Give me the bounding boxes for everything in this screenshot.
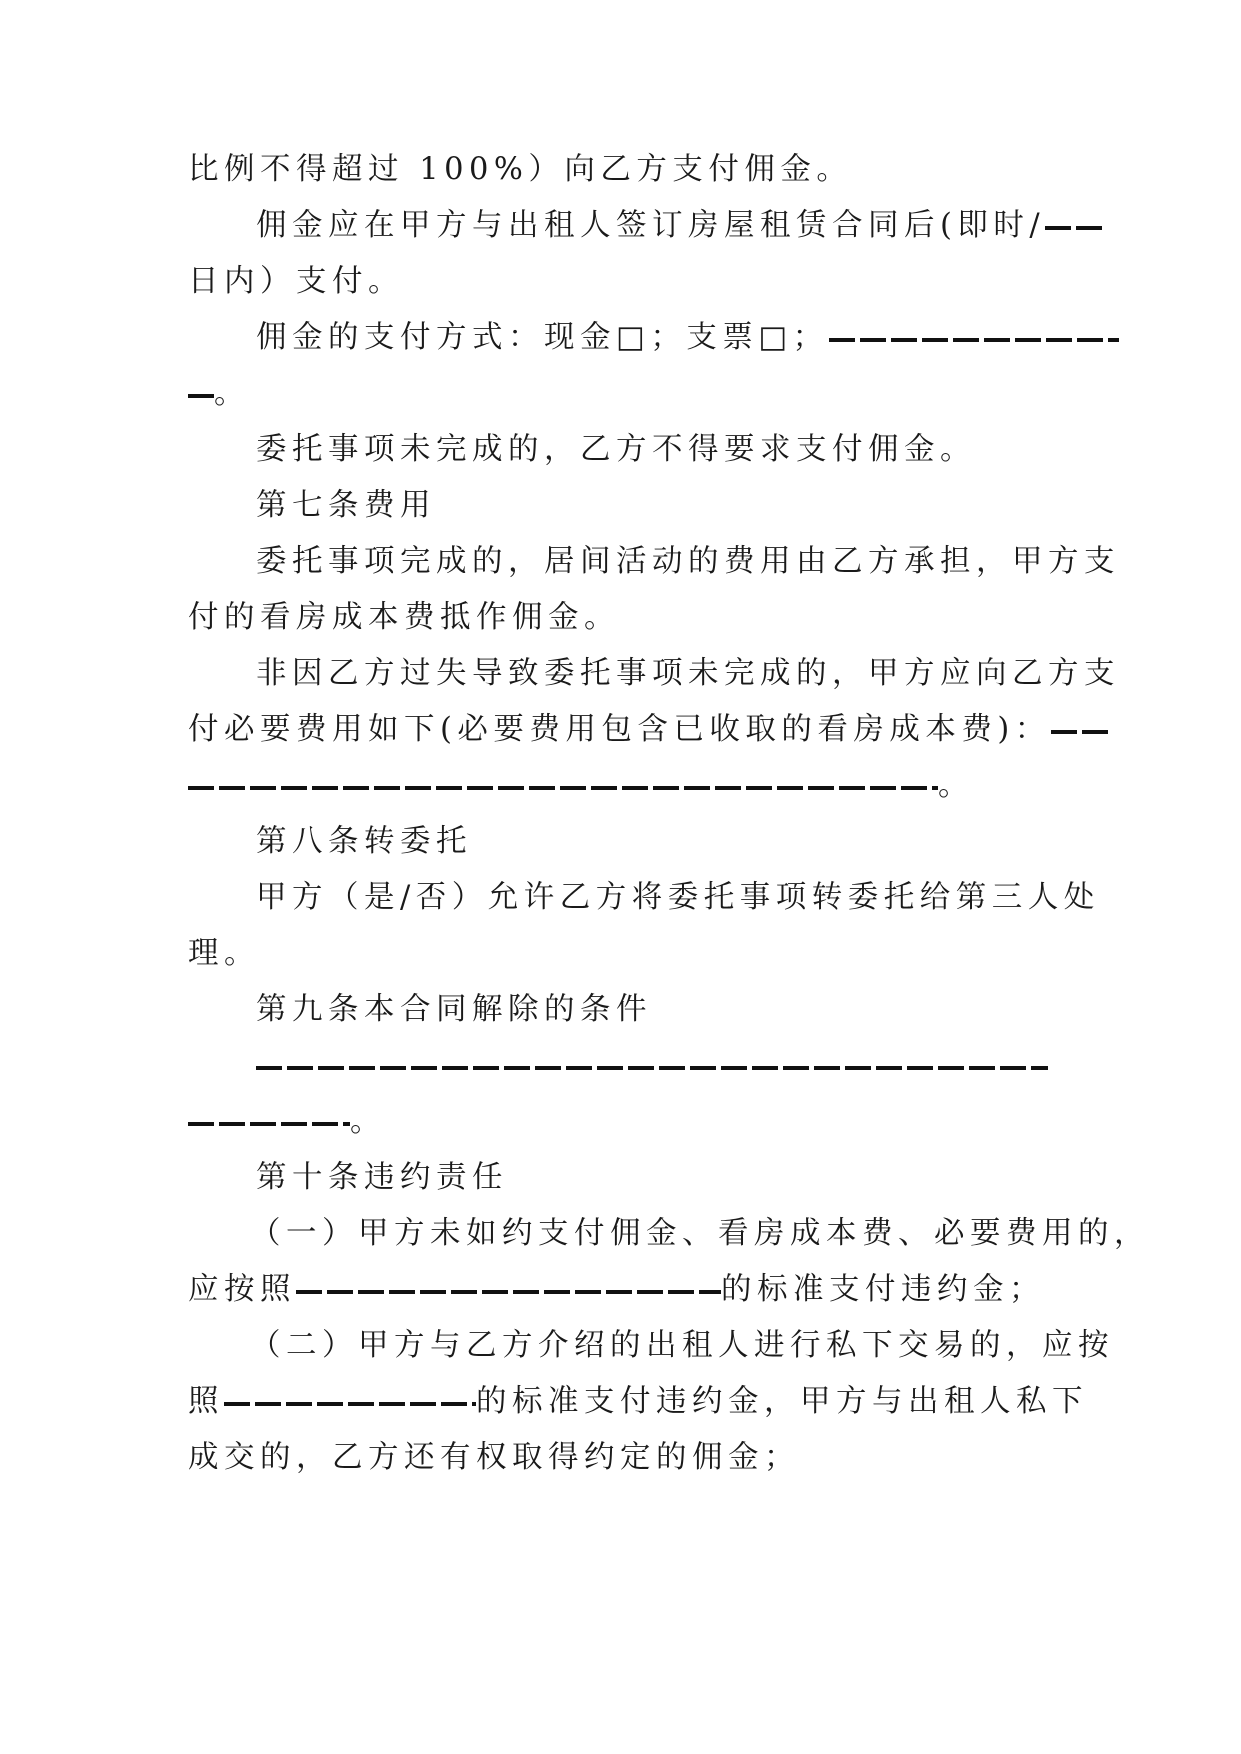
paragraph-line xyxy=(188,708,1109,752)
paragraph-line xyxy=(188,764,974,808)
text-run: 的标准支付违约金，甲方与出租人私下 xyxy=(476,1384,1088,1419)
text-run: 应按照 xyxy=(188,1272,296,1307)
text-run: 付的看房成本费抵作佣金。 xyxy=(188,600,620,635)
text-run: 第八条转委托 xyxy=(256,824,472,859)
section-heading xyxy=(256,820,472,864)
paragraph-line xyxy=(188,1436,800,1480)
fill-blank xyxy=(188,394,214,398)
paragraph-line xyxy=(256,876,1100,920)
text-run: 第九条本合同解除的条件 xyxy=(256,992,652,1027)
paragraph-line xyxy=(188,148,852,192)
paragraph-line xyxy=(256,204,1103,248)
text-run: 的标准支付违约金； xyxy=(721,1272,1045,1307)
text-run: 成交的，乙方还有权取得约定的佣金； xyxy=(188,1440,800,1475)
text-run: 甲方（是/否）允许乙方将委托事项转委托给第三人处 xyxy=(256,880,1100,915)
paragraph-line xyxy=(250,1324,1114,1368)
fill-blank xyxy=(1051,730,1109,734)
paragraph-line xyxy=(256,1044,1048,1088)
fill-blank xyxy=(829,338,1119,342)
fill-blank xyxy=(256,1066,1048,1070)
text-run: 第七条费用 xyxy=(256,488,436,523)
text-run: 佣金应在甲方与出租人签订房屋租赁合同后(即时/ xyxy=(256,208,1046,243)
paragraph-line xyxy=(188,596,620,640)
paragraph-line xyxy=(188,932,260,976)
paragraph-line xyxy=(188,1380,1088,1424)
section-heading xyxy=(256,988,652,1032)
fill-blank xyxy=(188,786,938,790)
section-heading xyxy=(256,1156,508,1200)
text-run: 比例不得超过 100%）向乙方支付佣金。 xyxy=(188,152,853,187)
paragraph-line xyxy=(256,316,1119,360)
paragraph-line xyxy=(188,1100,386,1144)
text-run: 日内）支付。 xyxy=(188,264,404,299)
text-run: 。 xyxy=(350,1104,386,1139)
text-run: 委托事项完成的，居间活动的费用由乙方承担，甲方支 xyxy=(256,544,1120,579)
paragraph-line xyxy=(188,1268,1045,1312)
fill-blank xyxy=(188,1122,350,1126)
section-heading xyxy=(256,484,436,528)
text-run: 委托事项未完成的，乙方不得要求支付佣金。 xyxy=(256,432,976,467)
text-run: 佣金的支付方式：现金□；支票□； xyxy=(256,320,829,355)
text-run: 。 xyxy=(214,376,250,411)
text-run: 第十条违约责任 xyxy=(256,1160,508,1195)
text-run: 。 xyxy=(938,768,974,803)
text-run: 付必要费用如下(必要费用包含已收取的看房成本费)： xyxy=(188,712,1051,747)
fill-blank xyxy=(224,1402,476,1406)
text-run: 理。 xyxy=(188,936,260,971)
text-run: （一）甲方未如约支付佣金、看房成本费、必要费用的， xyxy=(250,1216,1150,1251)
text-run: （二）甲方与乙方介绍的出租人进行私下交易的，应按 xyxy=(250,1328,1114,1363)
paragraph-line xyxy=(188,260,404,304)
paragraph-line xyxy=(256,428,976,472)
text-run: 非因乙方过失导致委托事项未完成的，甲方应向乙方支 xyxy=(256,656,1120,691)
fill-blank xyxy=(296,1290,721,1294)
text-run: 照 xyxy=(188,1384,224,1419)
paragraph-line xyxy=(256,540,1120,584)
paragraph-line xyxy=(188,372,250,416)
fill-blank xyxy=(1045,226,1103,230)
paragraph-line xyxy=(256,652,1120,696)
paragraph-line xyxy=(250,1212,1150,1256)
